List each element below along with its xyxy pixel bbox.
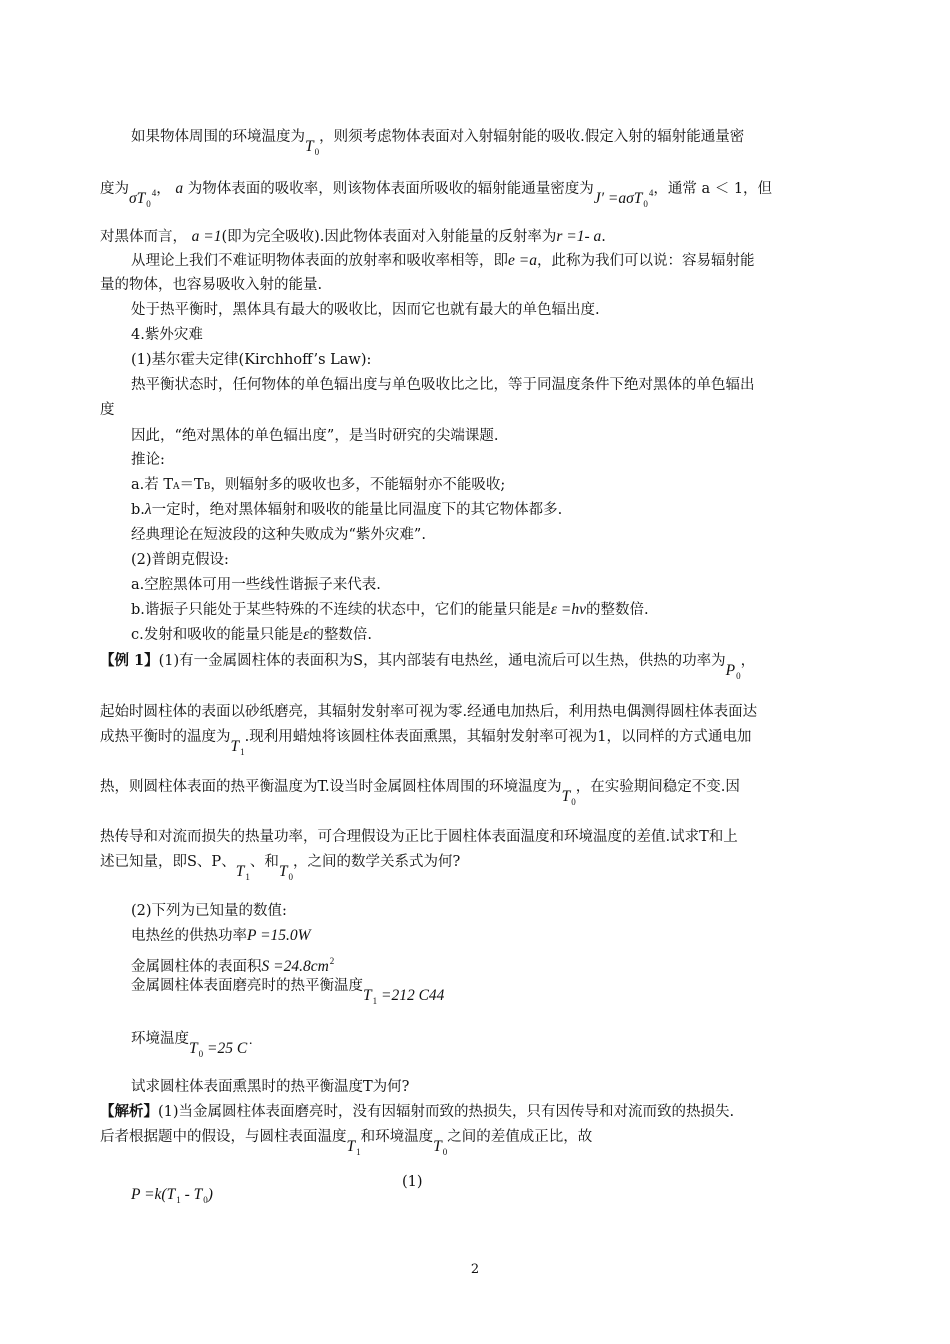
paragraph-line (100, 778, 860, 811)
paragraph-line: 热传导和对流而损失的热量功率，可合理假设为正比于圆柱体表面温度和环境温度的差值.试求T和上 (100, 829, 738, 845)
paragraph-line: a.空腔黑体可用一些线性谐振子来代表. (131, 577, 381, 593)
text: 度为 (100, 181, 129, 197)
text: 、和 (249, 854, 279, 870)
text: 的整数倍. (585, 602, 649, 618)
subscript: A (173, 482, 180, 492)
paragraph-line (131, 927, 891, 945)
text: 为物体表面的吸收率，则该物体表面所吸收的辐射能通量密度为 (187, 181, 594, 197)
text: 和环境温度 (360, 1129, 434, 1145)
text: (1)当金属圆柱体表面磨亮时，没有因辐射而致的热损失，只有因传导和对流而致的热损失. (158, 1104, 735, 1120)
section-heading: 4.紫外灾难 (131, 327, 203, 343)
math-a-eq-1: a =1 (191, 228, 222, 245)
text: ，则辐射多的吸收也多，不能辐射亦不能吸收; (210, 477, 506, 493)
text: 成热平衡时的温度为 (100, 729, 231, 745)
page-number: 2 (470, 1262, 480, 1277)
text: 后者根据题中的假设，与圆柱表面温度 (100, 1129, 347, 1145)
paragraph-line (100, 228, 860, 246)
text: 之间的差值成正比，故 (447, 1129, 593, 1145)
paragraph-line (100, 1103, 860, 1121)
text: ， (740, 653, 756, 669)
math-t0: $T_0$ (561, 788, 576, 807)
math-t1-value: $T_1 =212$ C44 (363, 987, 445, 1006)
paragraph-line (100, 1128, 860, 1161)
text: 的整数倍. (309, 627, 372, 643)
paragraph-line (131, 501, 891, 519)
paragraph-line: 量的物体，也容易吸收入射的能量. (100, 277, 323, 293)
math-t1: $T_1$ (346, 1138, 361, 1157)
text: ，通常 a ＜ 1，但 (653, 181, 773, 197)
paragraph-line (131, 1030, 891, 1063)
paragraph-line: 推论: (131, 452, 165, 468)
math-t0: $T_0$ (433, 1138, 448, 1157)
text: 环境温度 (131, 1031, 189, 1047)
paragraph-line: 经典理论在短波段的这种失败成为“紫外灾难”. (131, 527, 426, 543)
subsection-heading: (1)基尔霍夫定律(Kirchhoff’s Law): (131, 352, 372, 368)
math-lambda: λ (144, 501, 152, 518)
solution-tag: 【解析】 (100, 1103, 158, 1120)
paragraph-line: 因此，“绝对黑体的单色辐出度”，是当时研究的尖端课题. (131, 428, 499, 444)
paragraph-line: 起始时圆柱体的表面以砂纸磨亮，其辐射发射率可视为零.经通电加热后，利用热电偶测得圆柱体表面达 (100, 704, 758, 720)
paragraph-line: 处于热平衡时，黑体具有最大的吸收比，因而它也就有最大的单色辐出度. (131, 302, 600, 318)
text: ，在实验期间稳定不变.因 (575, 779, 740, 795)
text: b. (131, 502, 145, 518)
paragraph-line (131, 128, 891, 161)
paragraph-line (100, 853, 860, 886)
text: (1)有一金属圆柱体的表面积为S，其内部装有电热丝，通电流后可以生热，供热的功率为 (158, 653, 726, 669)
paragraph-line (131, 252, 891, 270)
subscript: B (203, 482, 211, 492)
paragraph-line: 度 (100, 402, 115, 418)
text: .现利用蜡烛将该圆柱体表面熏黑，其辐射发射率可视为1，以同样的方式通电加 (244, 729, 752, 745)
text: 金属圆柱体表面磨亮时的热平衡温度 (131, 978, 363, 994)
text: ＝T (179, 477, 204, 493)
paragraph-line (131, 476, 891, 496)
subsection-heading: (2)普朗克假设: (131, 552, 229, 568)
math-t1: $T_1$ (230, 738, 245, 757)
text: ，则须考虑物体表面对入射辐射能的吸收.假定入射的辐射能通量密 (319, 129, 745, 145)
math-t1: $T_1$ (235, 863, 250, 882)
text: 电热丝的供热功率 (131, 928, 247, 944)
paragraph-line: 试求圆柱体表面熏黑时的热平衡温度T为何? (131, 1079, 410, 1095)
math-eps-hv: ε =hν (550, 601, 586, 618)
text: 从理论上我们不难证明物体表面的放射率和吸收率相等，即 (131, 253, 508, 269)
math-sigma-t0-4: $\sigma T_0^4$ (129, 188, 157, 209)
text: . (601, 229, 606, 245)
text: ，此称为我们可以说：容易辐射能 (536, 253, 755, 269)
text: 述已知量，即S、P、 (100, 854, 236, 870)
text: c.发射和吸收的能量只能是 (131, 627, 304, 643)
paragraph-line: (2)下列为已知量的数值: (131, 903, 287, 919)
text: 对黑体而言， (100, 229, 187, 245)
math-eq1: $P =k(T_1 - T_0)$ (131, 1186, 213, 1205)
equation-1 (131, 1186, 891, 1209)
text: 金属圆柱体的表面积 (131, 959, 262, 975)
text: a.若 T (131, 477, 174, 493)
text: 如果物体周围的环境温度为 (131, 129, 305, 145)
math-eps: ε (303, 626, 310, 643)
math-r: r =1- a (556, 228, 602, 245)
math-t0-value: $T_0 =25$ C˙ (189, 1040, 253, 1059)
math-a: a (175, 180, 184, 197)
equation-number: (1) (402, 1174, 423, 1190)
example-tag: 【例 1】 (100, 652, 159, 669)
math-s-value: $S =24.8cm^2$ (261, 956, 335, 975)
text: b.谐振子只能处于某些特殊的不连续的状态中，它们的能量只能是 (131, 602, 551, 618)
text: 一定时，绝对黑体辐射和吸收的能量比同温度下的其它物体都多. (151, 502, 563, 518)
text: 热，则圆柱体表面的热平衡温度为T.设当时金属圆柱体周围的环境温度为 (100, 779, 562, 795)
math-p0: $P_0$ (725, 662, 741, 681)
paragraph-line (131, 952, 891, 976)
math-t0: $T_0$ (278, 863, 293, 882)
math-p-value: P =15.0W (247, 927, 311, 944)
paragraph-line (100, 728, 860, 761)
paragraph-line: 热平衡状态时，任何物体的单色辐出度与单色吸收比之比，等于同温度条件下绝对黑体的单色辐出 (131, 377, 755, 393)
text: ，之间的数学关系式为何? (292, 854, 461, 870)
text: ， (156, 181, 171, 197)
paragraph-line (100, 652, 860, 685)
math-t0: $T_0$ (305, 138, 320, 157)
paragraph-line (131, 626, 891, 644)
math-j-prime: J′ =aσT$_0^4$ (593, 188, 654, 209)
paragraph-line (131, 977, 891, 1010)
text: (即为完全吸收).因此物体表面对入射能量的反射率为 (221, 229, 557, 245)
math-e-eq-a: e =a (508, 252, 537, 269)
paragraph-line (100, 180, 860, 213)
paragraph-line (131, 601, 891, 619)
